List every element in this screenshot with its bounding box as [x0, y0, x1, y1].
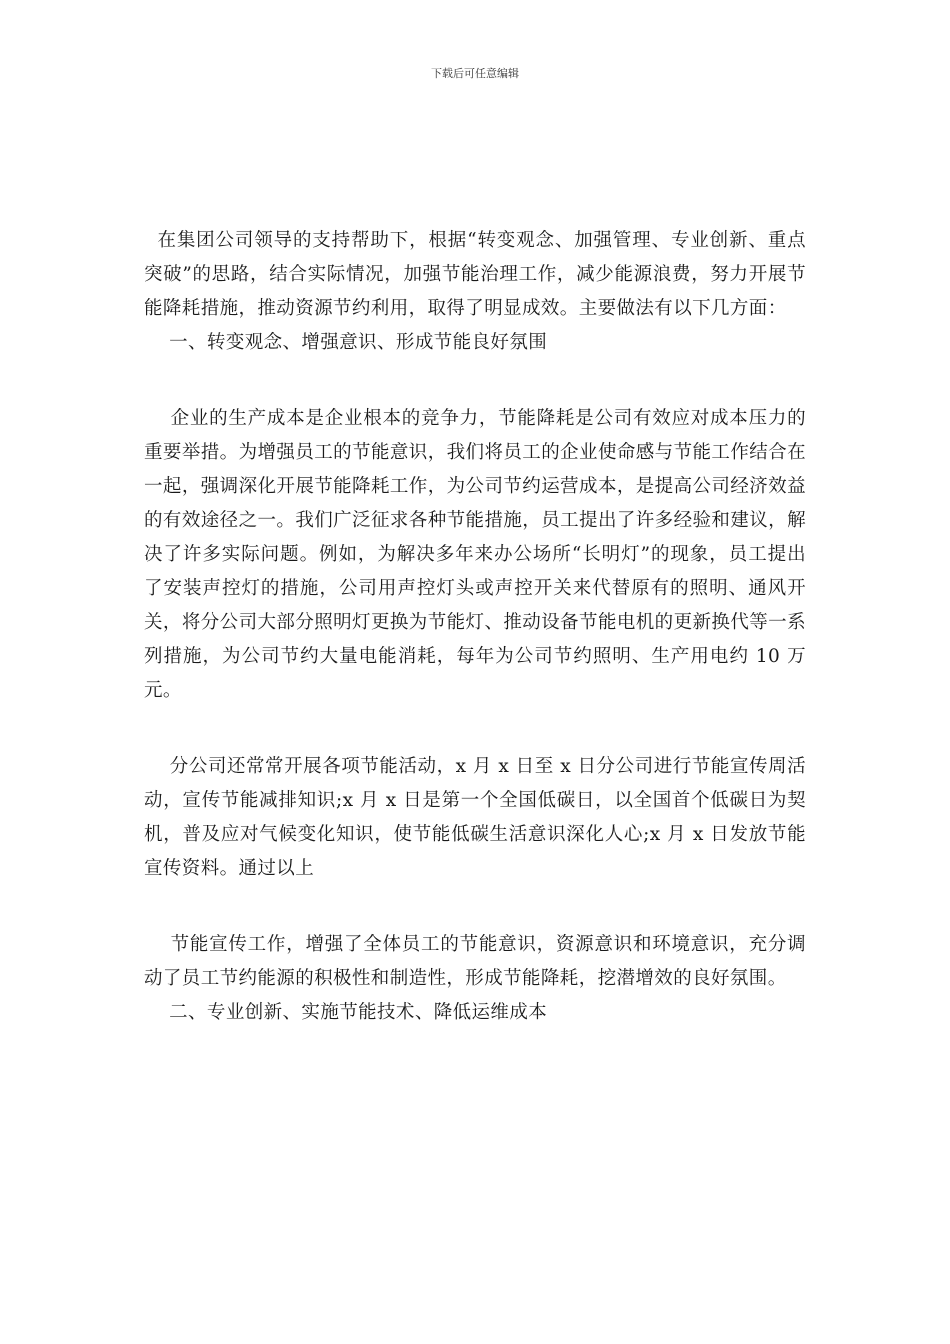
page-header: 下载后可任意编辑 [431, 67, 519, 80]
document-body [144, 224, 806, 1030]
section-heading-1: 一、转变观念、增强意识、形成节能良好氛围 [144, 332, 548, 353]
body-paragraph-1: 企业的生产成本是企业根本的竞争力，节能降耗是公司有效应对成本压力的重要举措。为增强员工的节能意识，我们将员工的企业使命感与节能工作结合在一起，强调深化开展节能降耗工作，为公司节约运营成本，是提高公司经济效益的有效途径之一。我们广泛征求各种节能措施，员工提出了许多经验和建议，解决了许多实际问题。例如，为解决多年来办公场所“长明灯”的现象，员工提出了安装声控灯的措施，公司用声控灯头或声控开关来代替原有的照明、通风开关，将分公司大部分照明灯更换为节能灯、推动设备节能电机的更新换代等一系列措施，为公司节约大量电能消耗，每年为公司节约照明、生产用电约 10 万元。 [144, 408, 807, 701]
section-heading-2: 二、专业创新、实施节能技术、降低运维成本 [144, 1002, 548, 1023]
body-paragraph-3: 节能宣传工作，增强了全体员工的节能意识，资源意识和环境意识，充分调动了员工节约能源的积极性和制造性，形成节能降耗，挖潜增效的良好氛围。 [144, 934, 807, 989]
body-paragraph-2: 分公司还常常开展各项节能活动，x 月 x 日至 x 日分公司进行节能宣传周活动，宣传节能减排知识;x 月 x 日是第一个全国低碳日，以全国首个低碳日为契机，普及应对气候变化知识，使节能低碳生活意识深化人心;x 月 x 日发放节能宣传资料。通过以上 [144, 756, 807, 879]
intro-paragraph: 在集团公司领导的支持帮助下，根据“转变观念、加强管理、专业创新、重点突破”的思路，结合实际情况，加强节能治理工作，减少能源浪费，努力开展节能降耗措施，推动资源节约利用，取得了明显成效。主要做法有以下几方面： [144, 230, 806, 319]
